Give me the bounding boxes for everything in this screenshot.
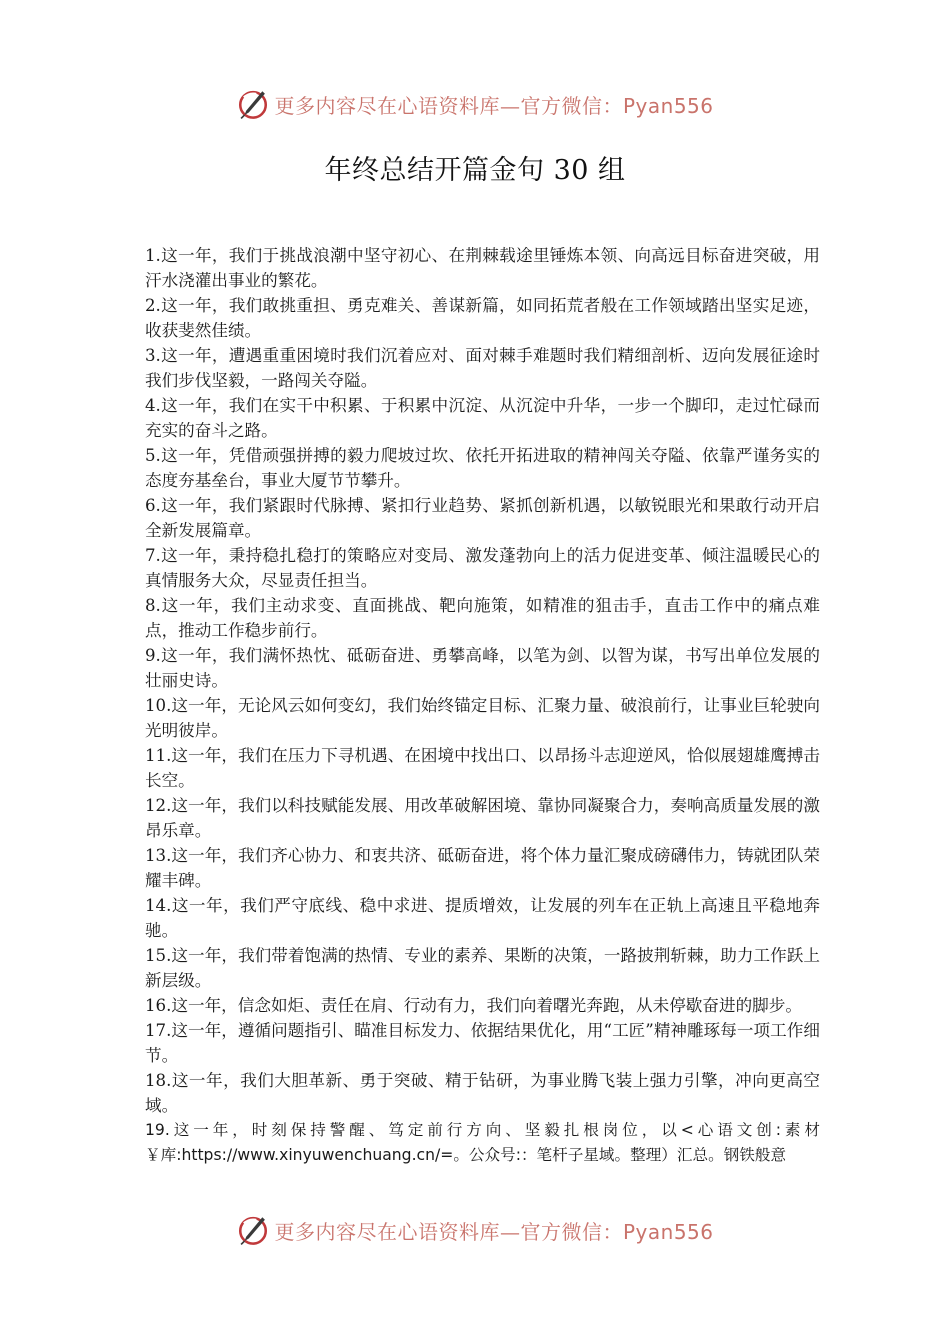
pen-circle-logo-icon (236, 87, 270, 121)
list-item: 7.这一年，秉持稳扎稳打的策略应对变局、激发蓬勃向上的活力促进变革、倾注温暖民心的真情服务大众，尽显责任担当。 (145, 546, 820, 590)
list-item: 12.这一年，我们以科技赋能发展、用改革破解困境、靠协同凝聚合力，奏响高质量发展的激昂乐章。 (145, 796, 820, 840)
document-title: 年终总结开篇金句 30 组 (324, 155, 626, 186)
footer-banner (0, 1210, 950, 1250)
list-item: 1.这一年，我们于挑战浪潮中坚守初心、在荆棘载途里锤炼本领、向高远目标奋进突破，用汗水浇灌出事业的繁花。 (145, 246, 820, 290)
list-item: 17.这一年，遵循问题指引、瞄准目标发力、依据结果优化，用“工匠”精神雕琢每一项工作细节。 (145, 1021, 820, 1065)
list-item: 11.这一年，我们在压力下寻机遇、在困境中找出口、以昂扬斗志迎逆风，恰似展翅雄鹰搏击长空。 (145, 746, 820, 790)
pen-circle-logo-icon (236, 1213, 270, 1247)
list-item: 2.这一年，我们敢挑重担、勇克难关、善谋新篇，如同拓荒者般在工作领域踏出坚实足迹，收获斐然佳绩。 (145, 296, 820, 340)
list-item: 18.这一年，我们大胆革新、勇于突破、精于钻研，为事业腾飞装上强力引擎，冲向更高空域。 (145, 1071, 820, 1115)
list-item: 9.这一年，我们满怀热忱、砥砺奋进、勇攀高峰，以笔为剑、以智为谋，书写出单位发展的壮丽史诗。 (145, 646, 820, 690)
list-item: 10.这一年，无论风云如何变幻，我们始终锚定目标、汇聚力量、破浪前行，让事业巨轮驶向光明彼岸。 (145, 696, 820, 740)
list-item: 8.这一年，我们主动求变、直面挑战、靶向施策，如精准的狙击手，直击工作中的痛点难点，推动工作稳步前行。 (145, 596, 820, 640)
header-banner (0, 84, 950, 124)
list-item: 5.这一年，凭借顽强拼搏的毅力爬坡过坎、依托开拓进取的精神闯关夺隘、依靠严谨务实的态度夯基垒台，事业大厦节节攀升。 (145, 446, 820, 490)
banner-wechat-id: Pyan556 (622, 1219, 714, 1244)
document-body (145, 243, 820, 1168)
list-item: 16.这一年，信念如炬、责任在肩、行动有力，我们向着曙光奔跑，从未停歇奋进的脚步。 (145, 996, 802, 1015)
banner-text: 更多内容尽在心语资料库—官方微信： (274, 93, 623, 118)
list-item-source-note: 19.这一年，时刻保持警醒、笃定前行方向、坚毅扎根岗位，以<心语文创:素材￥库:https://www.xinyuwenchuang.cn/=。公众号:：笔杆子星域。整理）汇总。钢铁般意 (145, 1121, 820, 1164)
banner-text-group (274, 90, 713, 119)
banner-wechat-id: Pyan556 (622, 93, 714, 118)
banner-text-group (274, 1216, 713, 1245)
list-item: 3.这一年，遭遇重重困境时我们沉着应对、面对棘手难题时我们精细剖析、迈向发展征途时我们步伐坚毅，一路闯关夺隘。 (145, 346, 820, 390)
list-item: 14.这一年，我们严守底线、稳中求进、提质增效，让发展的列车在正轨上高速且平稳地奔驰。 (145, 896, 820, 940)
list-item: 13.这一年，我们齐心协力、和衷共济、砥砺奋进，将个体力量汇聚成磅礴伟力，铸就团队荣耀丰碑。 (145, 846, 820, 890)
banner-text: 更多内容尽在心语资料库—官方微信： (274, 1219, 623, 1244)
list-item: 6.这一年，我们紧跟时代脉搏、紧扣行业趋势、紧抓创新机遇，以敏锐眼光和果敢行动开启全新发展篇章。 (145, 496, 820, 540)
list-item: 4.这一年，我们在实干中积累、于积累中沉淀、从沉淀中升华，一步一个脚印，走过忙碌而充实的奋斗之路。 (145, 396, 820, 440)
list-item: 15.这一年，我们带着饱满的热情、专业的素养、果断的决策，一路披荆斩棘，助力工作跃上新层级。 (145, 946, 820, 990)
